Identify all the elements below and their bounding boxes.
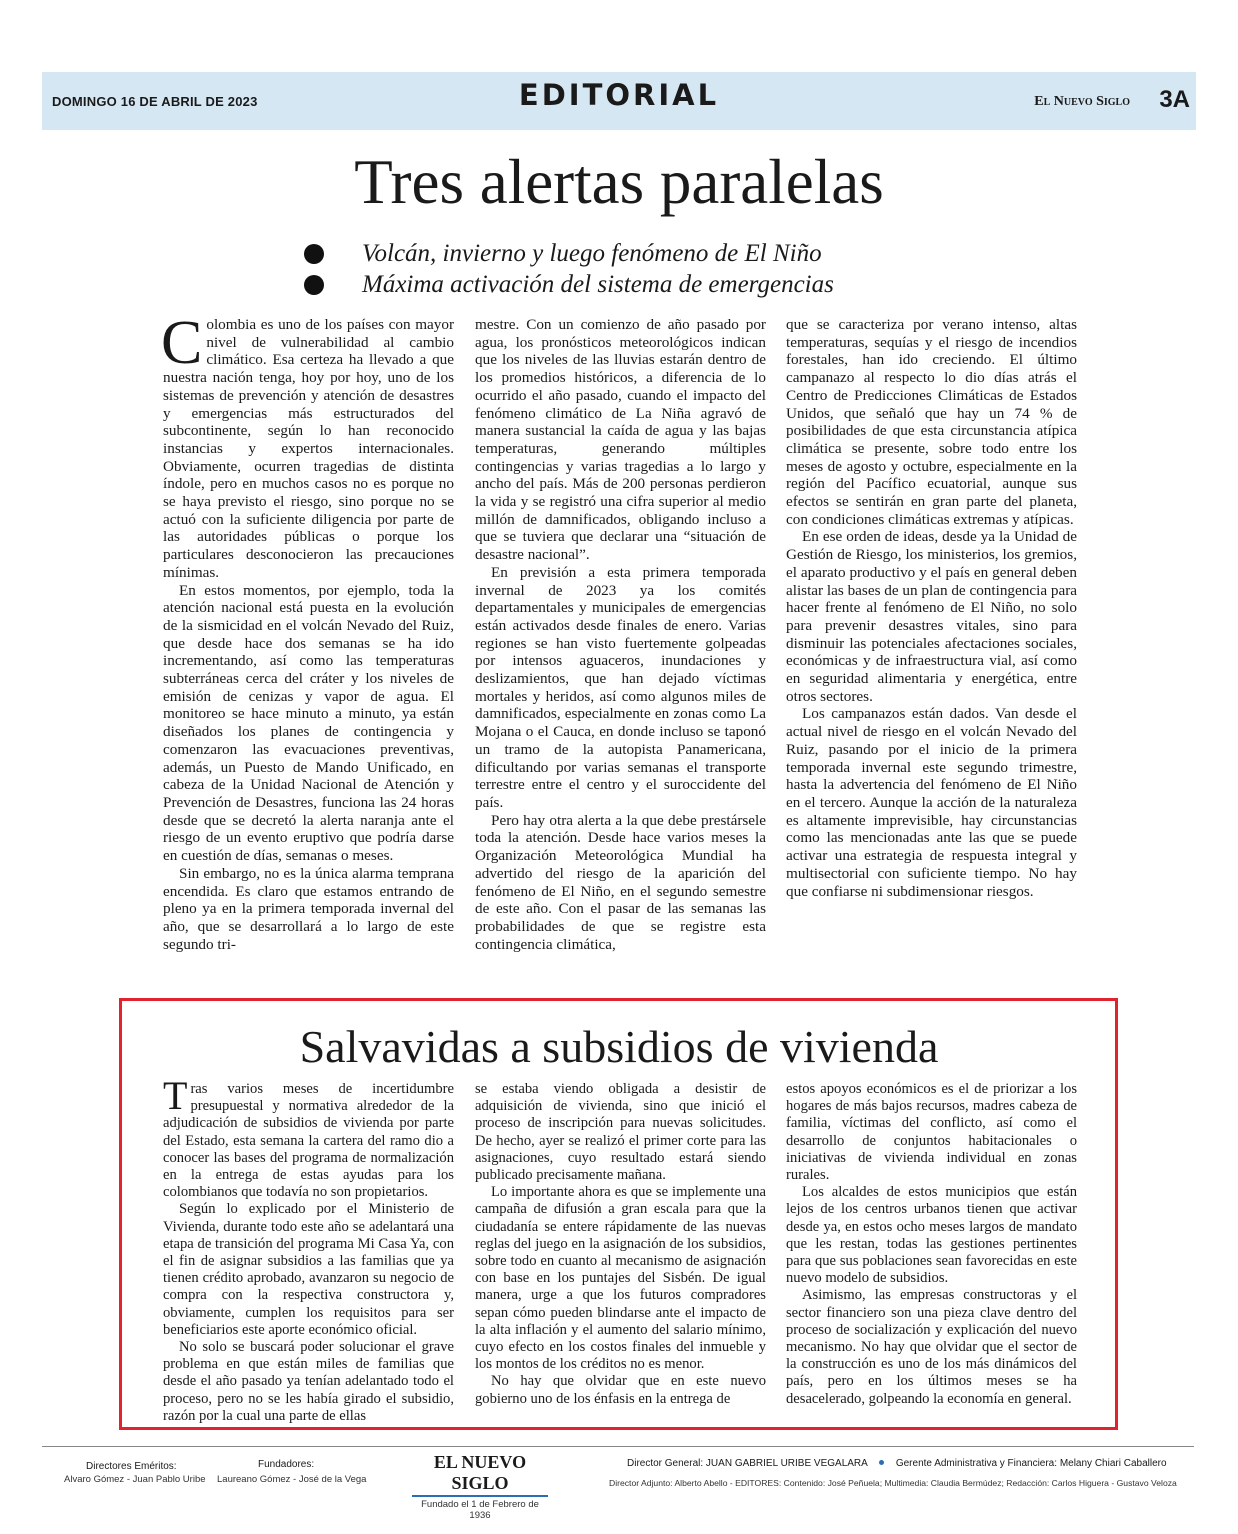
paragraph: Lo importante ahora es que se implemente una campaña de difusión a gran escala para que la ciudadanía se entere rápidamente de las nuevas reglas del juego en la asignación de los subsidios, sobre todo en cuanto al mecanismo de asignación con base en los puntajes del Sisbén. De igual manera, urge a que los futuros compradores sepan cómo pueden blindarse ante el impacto de la alta inflación y el aumento del salario mínimo, cuyo efecto en los costos finales del inmueble y los montos de los créditos no es menor. xyxy=(475,1184,766,1373)
article-column xyxy=(786,1081,1077,1408)
separator-dot xyxy=(879,1460,884,1465)
bullet-icon xyxy=(304,275,324,295)
bullet-icon xyxy=(304,244,324,264)
paragraph: Los alcaldes de estos municipios que están lejos de los centros urbanos tienen que activar desde ya, en estos ocho meses largos de mandato que les restan, todas las gestiones pertinentes para que sus poblaciones sean favorecidas en este nuevo modelo de subsidios. xyxy=(786,1184,1077,1287)
paragraph: En estos momentos, por ejemplo, toda la atención nacional está puesta en la evolución de la sismicidad en el volcán Nevado del Ruiz, que desde hace dos semanas se ha ido incrementando, así como las temperaturas subterráneas cerca del cráter y los niveles de emisión de cenizas y vapor de agua. El monitoreo se hace minuto a minuto, ya están diseñados los planes de contingencia y comenzaron las evacuaciones preventivas, además, un Puesto de Mando Unificado, en cabeza de la Unidad Nacional de Atención y Prevención de Desastres, funciona las 24 horas desde que se decretó la alerta naranja ante el riesgo de un evento eruptivo que podría darse en cuestión de días, semanas o meses. xyxy=(163,581,454,865)
editors-credits: Director Adjunto: Alberto Abello - EDITORES: Contenido: José Peñuela; Multimedia: Claudia Bermúdez; Redacción: Carlos Higuera - Gustavo Veloza xyxy=(609,1478,1177,1488)
paragraph: estos apoyos económicos es el de priorizar a los hogares de más bajos recursos, madres cabeza de familia, víctimas del conflicto, así como el desarrollo de conjuntos habitacionales o iniciativas de vivienda individual en zonas rurales. xyxy=(786,1081,1077,1184)
drop-cap: C xyxy=(161,309,203,377)
emeritos-names: Alvaro Gómez - Juan Pablo Uribe xyxy=(64,1474,206,1485)
gerente-label: Gerente Administrativa y Financiera: xyxy=(895,1458,1058,1469)
paragraph: Según lo explicado por el Ministerio de Vivienda, durante todo este año se adelantará una etapa de transición del programa Mi Casa Ya, con el fin de asignar subsidios a las familias que ya tienen crédito aprobado, avanzaron su negocio de compra con la respectiva constructora y, obviamente, cumplen los requisitos para ser beneficiarios este aporte económico oficial. xyxy=(163,1201,454,1338)
fundadores-names: Laureano Gómez - José de la Vega xyxy=(217,1474,367,1485)
issue-date: DOMINGO 16 DE ABRIL DE 2023 xyxy=(52,94,258,109)
article-column xyxy=(163,1073,454,1425)
drop-cap: T xyxy=(163,1073,188,1118)
paragraph: No solo se buscará poder solucionar el grave problema en que están miles de familias que desde el año pasado ya tenían adelantado todo el proceso, pero no se les había girado el subsidio, razón por la cual una parte de ellas xyxy=(163,1339,454,1424)
subhead: Máxima activación del sistema de emergencias xyxy=(304,269,834,300)
paragraph: Pero hay otra alerta a la que debe prestársele toda la atención. Desde hace varios meses la Organización Meteorológica Mundial ha advertido del riesgo de la aparición del fenómeno de El Niño, en el segundo semestre de este año. Con el pasar de las semanas las probabilidades de que se registre esta contingencia climática, xyxy=(475,811,766,953)
paragraph: Sin embargo, no es la única alarma temprana encendida. Es claro que estamos entrando de pleno ya en la primera temporada invernal del año, que se desarrollará a lo largo de este segundo tri- xyxy=(163,864,454,953)
subhead: Volcán, invierno y luego fenómeno de El Niño xyxy=(304,238,834,269)
director-label: Director General: xyxy=(627,1458,704,1469)
paragraph: En previsión a esta primera temporada invernal de 2023 ya los comités departamentales y municipales de emergencias están activados desde finales de enero. Varias regiones se han visto fuertemente golpeadas por intensos aguaceros, inundaciones y deslizamientos, que han dejado víctimas mortales y heridos, así como algunos miles de damnificados, especialmente en zonas como La Mojana o el Cauca, en donde incluso se taponó un tramo de la autopista Panamericana, dificultando por varias semanas el transporte terrestre entre el centro y el suroccidente del país. xyxy=(475,563,766,811)
director-line xyxy=(627,1458,1167,1469)
paragraph: No hay que olvidar que en este nuevo gobierno uno de los énfasis en la entrega de xyxy=(475,1373,766,1407)
article-column xyxy=(475,1081,766,1408)
paragraph: que se caracteriza por verano intenso, altas temperaturas, sequías y el riesgo de incendios forestales, han ido creciendo. El último campanazo al respecto lo dio días atrás el Centro de Predicciones Climáticas de Estados Unidos, que señaló que hay un 74 % de posibilidades de que esta circunstancia atípica climática se presente, sobre todo entre los meses de agosto y octubre, especialmente en la región del Pacífico ecuatorial, aunque sus efectos se sentirán en gran parte del planeta, con condiciones climáticas extremas y atípicas. xyxy=(786,316,1077,528)
fundadores-label: Fundadores: xyxy=(258,1459,315,1470)
article-column xyxy=(161,309,454,953)
page-number: 3A xyxy=(1159,86,1190,113)
emeritos-label: Directores Eméritos: xyxy=(86,1461,177,1472)
paragraph: Tras varios meses de incertidumbre presupuestal y normativa alrededor de la adjudicación de subsidios de vivienda por parte del Estado, esta semana la cartera del ramo dio a conocer las bases del programa de normalización en la entrega de estas ayudas para los colombianos que todavía no son propietarios. xyxy=(163,1073,454,1201)
section-title: EDITORIAL xyxy=(518,78,720,112)
paragraph: Colombia es uno de los países con mayor nivel de vulnerabilidad al cambio climático. Esa certeza ha llevado a que nuestra nación tenga, hoy por hoy, uno de los sistemas de prevención y atención de desastres y emergencias más estructurados del subcontinente, según lo han reconocido instancias y expertos internacionales. Obviamente, ocurren tragedias de distinta índole, pero en muchos casos no es porque no se haya previsto el riesgo, sino porque no se actuó con la suficiente diligencia por parte de las autoridades públicas o porque los particulares desconocieron las precauciones mínimas. xyxy=(161,309,454,581)
paragraph: Asimismo, las empresas constructoras y el sector financiero son una pieza clave dentro del proceso de socialización y explicación del nuevo mecanismo. No hay que olvidar que el sector de la construcción es uno de los más dinámicos del país, pero en los últimos meses se ha desacelerado, golpeando la economía en general. xyxy=(786,1287,1077,1407)
gerente-name: Melany Chiari Caballero xyxy=(1059,1458,1167,1469)
article-column xyxy=(475,316,766,953)
page-header xyxy=(42,72,1196,130)
footer-divider xyxy=(42,1446,1194,1447)
article-subheads xyxy=(304,238,834,300)
article-column xyxy=(786,316,1077,900)
newspaper-brand: El Nuevo Siglo xyxy=(1034,94,1130,109)
footer-logo: EL NUEVO SIGLO xyxy=(412,1452,548,1497)
paragraph: En ese orden de ideas, desde ya la Unidad de Gestión de Riesgo, los ministerios, los gremios, el aparato productivo y el país en general deben alistar las bases de un plan de contingencia para hacer frente al fenómeno de El Niño, no solo para prevenir desastres vitales, sino para disminuir las potenciales afectaciones sociales, económicas y de infraestructura vial, así como en seguridad alimentaria y energética, entre otros sectores. xyxy=(786,528,1077,705)
footer-brand xyxy=(412,1452,548,1521)
director-name: JUAN GABRIEL URIBE VEGALARA xyxy=(705,1458,868,1469)
paragraph: mestre. Con un comienzo de año pasado por agua, los pronósticos meteorológicos indican que los niveles de las lluvias estarán dentro de los promedios históricos, a diferencia de lo ocurrido el año pasado, cuando el impacto del fenómeno climático de La Niña agravó de manera sustancial la caída de agua y las bajas temperaturas, generando múltiples contingencias y varias tragedias a lo largo y ancho del país. Más de 200 personas perdieron la vida y se registró una cifra superior al medio millón de damnificados, obligando incluso a que se tuviera que declarar una “situación de desastre nacional”. xyxy=(475,316,766,564)
paragraph: se estaba viendo obligada a desistir de adquisición de vivienda, sino que inició el proceso de inscripción para nuevas solicitudes. De hecho, ayer se realizó el primer corte para las asignaciones, cuyo resultado estará siendo publicado precisamente mañana. xyxy=(475,1081,766,1184)
founded-date: Fundado el 1 de Febrero de 1936 xyxy=(421,1499,539,1521)
paragraph: Los campanazos están dados. Van desde el actual nivel de riesgo en el volcán Nevado del Ruiz, pasando por el inicio de la primera temporada invernal este segundo trimestre, hasta la advertencia del fenómeno de El Niño en el tercero. Aunque la acción de la naturaleza es altamente imprevisible, hay circunstancias como las mencionadas ante las que se puede activar una estrategia de respuesta integral y multisectorial con suficiente tiempo. No hay que confiarse ni subdimensionar riesgos. xyxy=(786,705,1077,900)
article-headline: Tres alertas paralelas xyxy=(354,147,884,217)
article-headline: Salvavidas a subsidios de vivienda xyxy=(299,1021,939,1072)
